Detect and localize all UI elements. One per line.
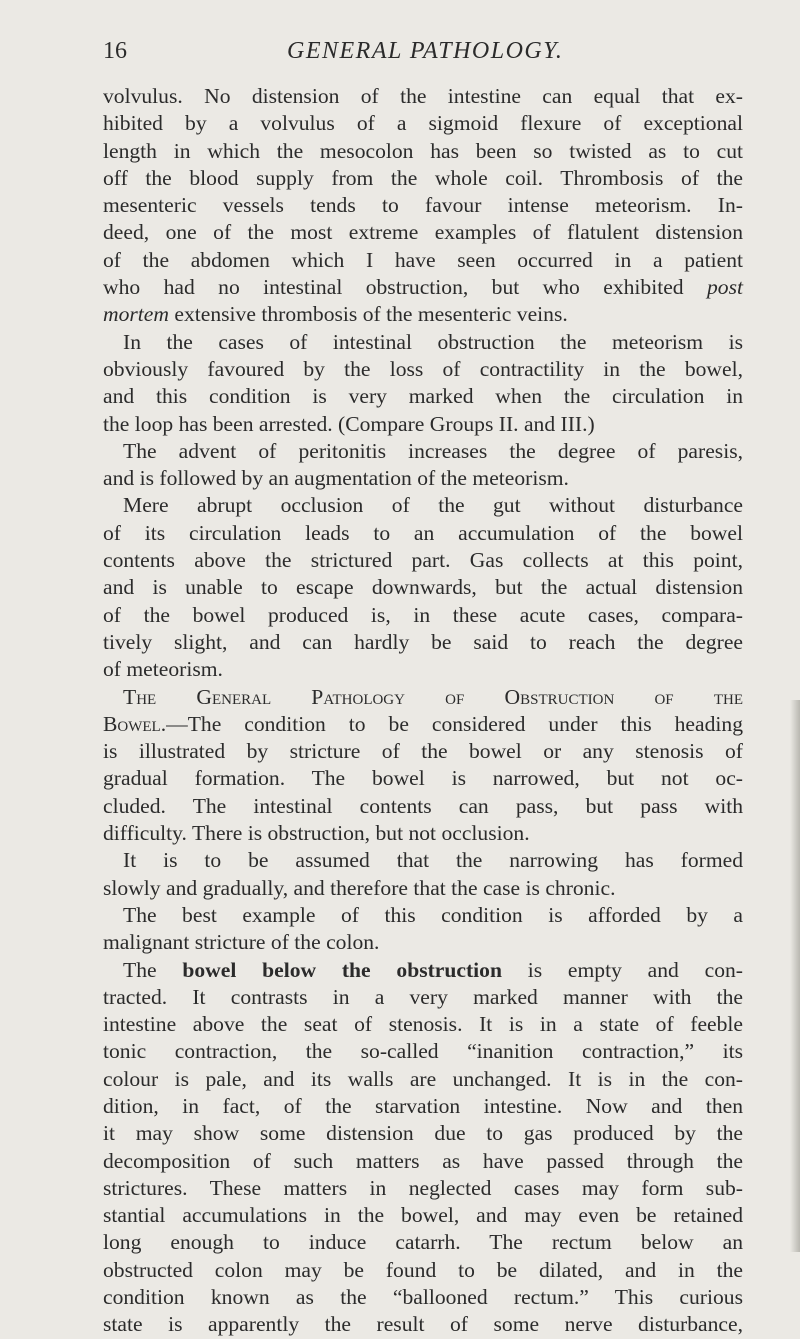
text-line xyxy=(103,492,743,519)
text-run: condition known as the “ballooned rectum.” This curious xyxy=(103,1285,743,1310)
text-run: extensive thrombosis of the mesenteric veins. xyxy=(168,302,568,327)
text-line xyxy=(103,1311,743,1338)
text-line xyxy=(103,684,743,711)
text-line xyxy=(103,192,743,219)
text-line xyxy=(103,438,743,465)
text-run: malignant stricture of the colon. xyxy=(103,930,380,955)
text-line xyxy=(103,1011,743,1038)
text-line xyxy=(103,957,743,984)
text-line xyxy=(103,1284,743,1311)
text-line xyxy=(103,356,743,383)
text-line xyxy=(103,465,743,492)
text-line xyxy=(103,520,743,547)
page-number: 16 xyxy=(103,38,127,64)
text-line xyxy=(103,984,743,1011)
text-run: obstructed colon may be found to be dilated, and in the xyxy=(103,1257,743,1282)
text-run: post xyxy=(707,275,743,300)
text-line xyxy=(103,1229,743,1256)
text-run: cluded. The intestinal contents can pass, but pass with xyxy=(103,793,743,818)
text-run: slowly and gradually, and therefore that the case is chronic. xyxy=(103,875,616,900)
text-run: bowel below the obstruction xyxy=(182,957,502,982)
text-line xyxy=(103,574,743,601)
text-run: is illustrated by stricture of the bowel or any stenosis of xyxy=(103,739,743,764)
text-line xyxy=(103,138,743,165)
text-run: volvulus. No distension of the intestine can equal that ex- xyxy=(103,84,743,108)
text-run: gradual formation. The bowel is narrowed, but not oc- xyxy=(103,766,743,791)
page-edge-shadow xyxy=(790,700,800,1252)
text-run: It is to be assumed that the narrowing has formed xyxy=(123,848,743,873)
text-line xyxy=(103,110,743,137)
body-text xyxy=(103,83,743,1339)
text-run: off the blood supply from the whole coil. Thrombosis of the xyxy=(103,165,743,190)
text-line xyxy=(103,83,743,110)
text-line xyxy=(103,219,743,246)
text-run: who had no intestinal obstruction, but who exhibited xyxy=(103,275,707,300)
text-line xyxy=(103,1120,743,1147)
text-line xyxy=(103,1202,743,1229)
text-line xyxy=(103,547,743,574)
text-run: state is apparently the result of some nerve disturbance, xyxy=(103,1312,743,1337)
text-run: —The condition to be considered under this heading xyxy=(166,711,743,736)
text-run: dition, in fact, of the starvation intestine. Now and then xyxy=(103,1093,743,1118)
text-run: tracted. It contrasts in a very marked manner with the xyxy=(103,984,743,1009)
text-run: and this condition is very marked when the circulation in xyxy=(103,384,743,409)
text-line xyxy=(103,1038,743,1065)
text-run: deed, one of the most extreme examples of flatulent distension xyxy=(103,220,743,245)
text-run: is empty and con- xyxy=(501,957,743,982)
text-run: decomposition of such matters as have passed through the xyxy=(103,1148,743,1173)
text-run: the loop has been arrested. (Compare Groups II. and III.) xyxy=(103,411,595,436)
text-run: The advent of peritonitis increases the degree of paresis, xyxy=(123,438,743,463)
text-line xyxy=(103,711,743,738)
text-line xyxy=(103,1175,743,1202)
text-line xyxy=(103,301,743,328)
text-run: of the bowel produced is, in these acute cases, compara- xyxy=(103,602,743,627)
text-run: contents above the strictured part. Gas collects at this point, xyxy=(103,548,743,573)
text-run: The General Pathology of Obstruction of the xyxy=(123,684,743,709)
text-line xyxy=(103,765,743,792)
text-run: of the abdomen which I have seen occurred in a patient xyxy=(103,247,743,272)
text-line xyxy=(103,902,743,929)
text-run: strictures. These matters in neglected cases may form sub- xyxy=(103,1175,743,1200)
running-head: GENERAL PATHOLOGY. xyxy=(287,38,564,64)
text-run: it may show some distension due to gas produced by the xyxy=(103,1121,743,1146)
text-run: stantial accumulations in the bowel, and may even be retained xyxy=(103,1203,743,1228)
text-line xyxy=(103,1148,743,1175)
text-run: tively slight, and can hardly be said to reach the degree xyxy=(103,629,743,654)
text-run: The best example of this condition is afforded by a xyxy=(123,902,743,927)
text-line xyxy=(103,165,743,192)
text-line xyxy=(103,847,743,874)
text-line xyxy=(103,383,743,410)
text-line xyxy=(103,929,743,956)
text-run: mortem xyxy=(103,302,169,327)
text-line xyxy=(103,329,743,356)
text-line xyxy=(103,274,743,301)
text-line xyxy=(103,793,743,820)
text-run: long enough to induce catarrh. The rectum below an xyxy=(103,1230,743,1255)
text-run: intestine above the seat of stenosis. It is in a state of feeble xyxy=(103,1012,743,1037)
text-line xyxy=(103,875,743,902)
text-line xyxy=(103,1257,743,1284)
text-run: Mere abrupt occlusion of the gut without disturbance xyxy=(123,493,743,518)
text-run: of its circulation leads to an accumulation of the bowel xyxy=(103,520,743,545)
text-run: hibited by a volvulus of a sigmoid flexure of exceptional xyxy=(103,111,743,136)
text-line xyxy=(103,1066,743,1093)
text-run: mesenteric vessels tends to favour intense meteorism. In- xyxy=(103,193,743,218)
text-line xyxy=(103,738,743,765)
text-run: obviously favoured by the loss of contractility in the bowel, xyxy=(103,356,743,381)
text-run: difficulty. There is obstruction, but not occlusion. xyxy=(103,821,530,846)
page-header xyxy=(103,38,743,68)
text-run: The xyxy=(123,957,183,982)
text-line xyxy=(103,656,743,683)
text-run: colour is pale, and its walls are unchanged. It is in the con- xyxy=(103,1066,743,1091)
text-line xyxy=(103,629,743,656)
text-run: tonic contraction, the so-called “inanition contraction,” its xyxy=(103,1039,743,1064)
text-line xyxy=(103,1093,743,1120)
text-run: and is followed by an augmentation of the meteorism. xyxy=(103,466,569,491)
text-run: of meteorism. xyxy=(103,657,223,682)
text-line xyxy=(103,820,743,847)
text-run: In the cases of intestinal obstruction the meteorism is xyxy=(123,329,743,354)
text-line xyxy=(103,247,743,274)
text-run: length in which the mesocolon has been so twisted as to cut xyxy=(103,138,743,163)
text-line xyxy=(103,411,743,438)
text-line xyxy=(103,602,743,629)
text-run: Bowel. xyxy=(103,711,167,736)
text-run: and is unable to escape downwards, but the actual distension xyxy=(103,575,743,600)
